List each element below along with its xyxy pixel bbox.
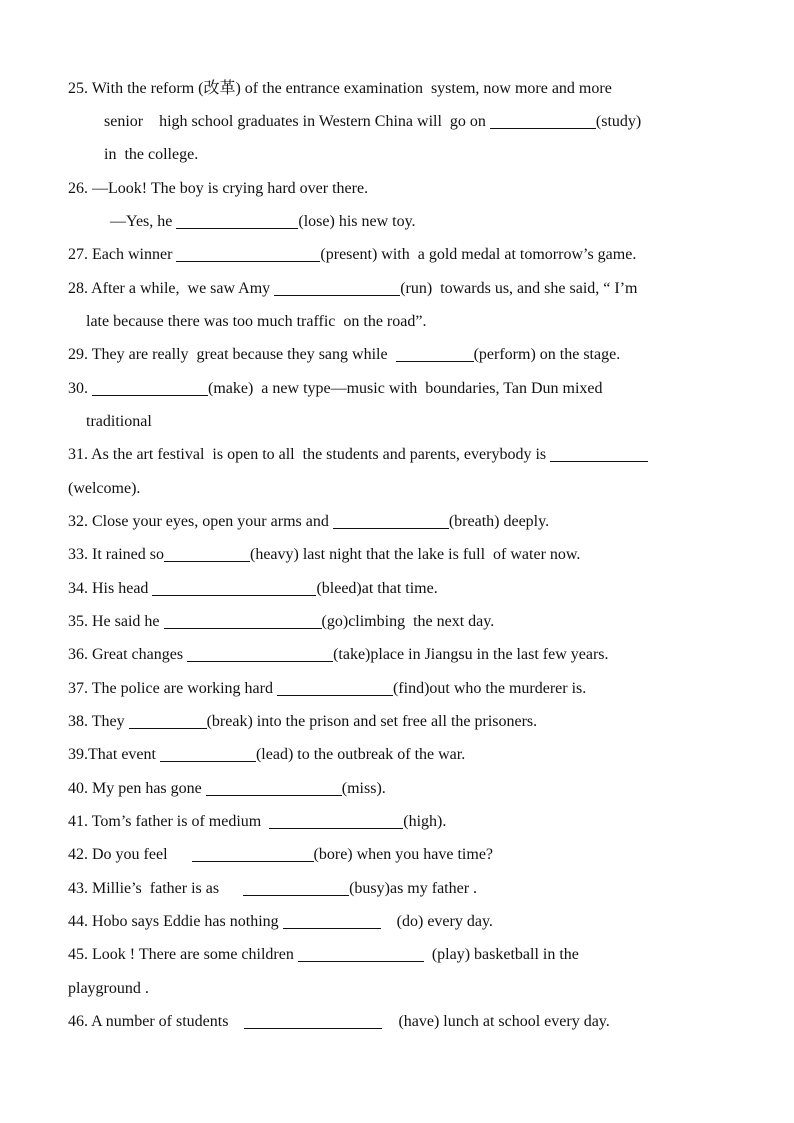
answer-blank[interactable]: [333, 512, 449, 529]
question-32-line-1: 32. Close your eyes, open your arms and (breath) deeply.: [68, 513, 550, 530]
question-31-line-1: 31. As the art festival is open to all the students and parents, everybody is: [68, 443, 648, 467]
question-28-line-1: 28. After a while, we saw Amy (run) towards us, and she said, “ I’m: [68, 280, 638, 297]
answer-blank[interactable]: [176, 212, 298, 229]
question-26-line-1: 26. —Look! The boy is crying hard over there.: [68, 180, 369, 197]
question-30-line-2: traditional: [86, 413, 152, 430]
question-34-line-1: 34. His head (bleed)at that time.: [68, 580, 438, 597]
answer-blank[interactable]: [206, 779, 342, 796]
answer-blank[interactable]: [244, 1012, 382, 1029]
question-45-line-1: 45. Look ! There are some children (play) basketball in the: [68, 946, 579, 963]
answer-blank[interactable]: [187, 645, 333, 662]
question-29-line-1: 29. They are really great because they sang while (perform) on the stage.: [68, 346, 621, 363]
answer-blank[interactable]: [283, 912, 381, 929]
question-38-line-1: 38. They (break) into the prison and set free all the prisoners.: [68, 713, 538, 730]
question-27-line-1: 27. Each winner (present) with a gold medal at tomorrow’s game.: [68, 246, 637, 263]
question-30-line-1: 30. (make) a new type—music with boundaries, Tan Dun mixed: [68, 380, 603, 397]
answer-blank[interactable]: [152, 579, 316, 596]
answer-blank[interactable]: [277, 679, 393, 696]
answer-blank[interactable]: [490, 112, 596, 129]
question-43-line-1: 43. Millie’s father is as (busy)as my father .: [68, 880, 478, 897]
answer-blank[interactable]: [243, 879, 349, 896]
answer-blank[interactable]: [164, 545, 250, 562]
question-40-line-1: 40. My pen has gone (miss).: [68, 780, 386, 797]
question-25-line-2: senior high school graduates in Western China will go on (study): [104, 113, 642, 130]
question-31-line-2: (welcome).: [68, 480, 141, 497]
question-28-line-2: late because there was too much traffic on the road”.: [86, 313, 427, 330]
question-37-line-1: 37. The police are working hard (find)out who the murderer is.: [68, 680, 587, 697]
answer-blank[interactable]: [92, 379, 208, 396]
answer-blank[interactable]: [396, 345, 474, 362]
question-33-line-1: 33. It rained so (heavy) last night that the lake is full of water now.: [68, 546, 581, 563]
answer-blank[interactable]: [160, 745, 256, 762]
question-26-line-2: —Yes, he (lose) his new toy.: [110, 213, 416, 230]
answer-blank[interactable]: [129, 712, 207, 729]
question-45-line-2: playground .: [68, 980, 149, 997]
question-44-line-1: 44. Hobo says Eddie has nothing (do) every day.: [68, 913, 493, 930]
question-46-line-1: 46. A number of students (have) lunch at school every day.: [68, 1013, 610, 1030]
answer-blank[interactable]: [164, 612, 322, 629]
answer-blank[interactable]: [298, 945, 424, 962]
question-25-line-3: in the college.: [104, 146, 199, 163]
question-42-line-1: 42. Do you feel (bore) when you have time?: [68, 846, 494, 863]
answer-blank[interactable]: [269, 812, 403, 829]
answer-blank[interactable]: [274, 279, 400, 296]
question-41-line-1: 41. Tom’s father is of medium (high).: [68, 813, 447, 830]
answer-blank[interactable]: [192, 845, 314, 862]
question-35-line-1: 35. He said he (go)climbing the next day.: [68, 613, 495, 630]
question-39-line-1: 39.That event (lead) to the outbreak of the war.: [68, 746, 466, 763]
question-36-line-1: 36. Great changes (take)place in Jiangsu in the last few years.: [68, 646, 609, 663]
answer-blank[interactable]: [176, 245, 320, 262]
question-25-line-1: 25. With the reform (改革) of the entrance examination system, now more and more: [68, 80, 612, 97]
answer-blank[interactable]: [550, 445, 648, 462]
